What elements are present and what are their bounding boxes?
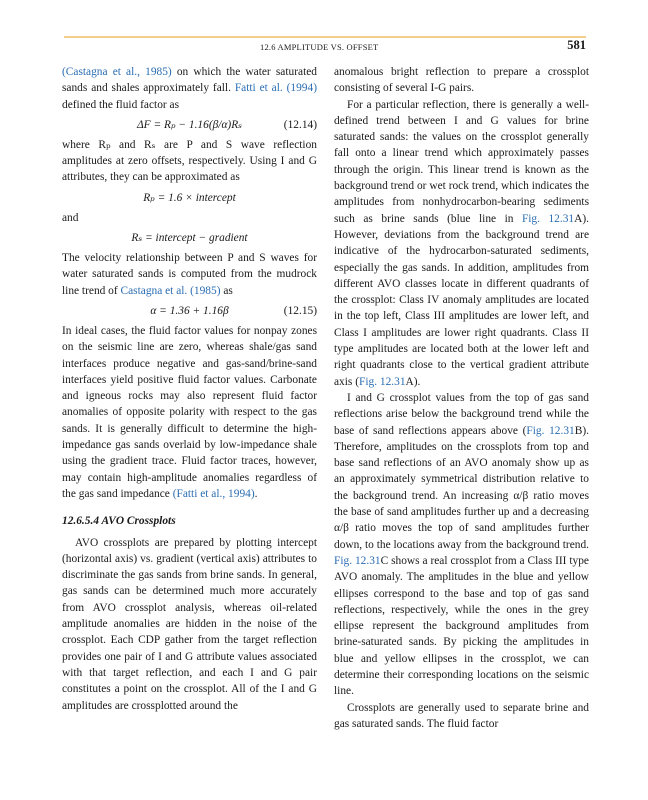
paragraph: I and G crossplot values from the top of gas sand reflections arise below the background trend while the base of sand reflections appears above (Fig. 12.31B). Therefore, amplitudes on the crossplots from top and base sand reflections of an AVO anomaly show up as an approximately symmetrical distribution relative to the background trend. An increasing α/β ratio moves the base of sand amplitudes further up and a decreasing α/β ratio moves the top of sand amplitudes further down, to the locations away from the background trend. Fig. 12.31C shows a real crossplot from a Class III type AVO anomaly. The amplitudes in the blue and yellow ellipses correspond to the base and top of gas sand reflections, respectively, while the ones in the grey ellipse represent the background amplitudes from brine-saturated sands. By picking the amplitudes in blue and yellow ellipses in the crossplot, we can determine their corresponding locations on the seismic line. xyxy=(334,391,589,698)
paragraph: anomalous bright reflection to prepare a crossplot consisting of several I-G pairs. xyxy=(334,66,589,95)
equation-12-15 xyxy=(62,300,317,322)
equation-rp xyxy=(62,187,317,209)
paragraph: In ideal cases, the fluid factor values for nonpay zones on the seismic line are zero, whereas shale/gas sand interfaces produce negative and gas-sand/brine-sand interfaces yield positive fluid factor values. Carbonate and igneous rocks may also represent fluid factor anomalies of opposite polarity with respect to the gas sands. It is generally difficult to determine the high-impedance gas sands overlaid by low-impedance shale using the gradient trace. Fluid factor traces, however, may contain high-amplitude anomalies regardless of the gas sand impedance (Fatti et al., 1994). xyxy=(62,324,317,500)
figure-link[interactable]: Fig. 12.31 xyxy=(359,375,406,388)
equation-number: (12.14) xyxy=(283,118,317,131)
section-heading xyxy=(62,513,317,529)
citation-link[interactable]: (Fatti et al., 1994) xyxy=(172,487,255,500)
equation-body: ΔF = Rₚ − 1.16(β/α)Rₛ xyxy=(136,118,243,131)
paragraph: AVO crossplots are prepared by plotting intercept (horizontal axis) vs. gradient (vertical axis) attributes to discriminate the gas sands from brine sands. In general, gas sands can be determined much more accurately from AVO crossplot analysis, whereas oil-related amplitude anomalies are hidden in the noise of the crossplot. Each CDP gather from the target reflection provides one pair of I and G attribute values associated with that target reflection, and each I and G pair constitutes a point on the crossplot. All of the I and G amplitudes are crossplotted around the xyxy=(62,536,317,712)
connector-text: and xyxy=(62,211,79,224)
equation-body: Rₚ = 1.6 × intercept xyxy=(143,191,236,204)
equation-12-14 xyxy=(62,114,317,136)
figure-link[interactable]: Fig. 12.31 xyxy=(526,424,575,437)
paragraph: For a particular reflection, there is generally a well-defined trend between I and G values for brine saturated sands: the values on the crossplot generally fall onto a linear trend which approximately passes through the origin. This linear trend is known as the background trend or wet rock trend, which indicates the amplitudes from nonhydrocarbon-bearing sediments such as brine sands (blue line in Fig. 12.31A). However, deviations from the background trend are indicative of the hydrocarbon-saturated sediments, especially the gas sands. In addition, amplitudes from different AVO classes locate in different quadrants of the crossplot: Class IV anomaly amplitudes are located in the top left, Class III amplitudes are lower left, and Class I amplitudes are lower right quadrants. Class II type amplitudes are located both at the lower left and right quadrants close to the vertical gradient attribute axis (Fig. 12.31A). xyxy=(334,98,589,388)
citation-link[interactable]: (Castagna et al., 1985) xyxy=(62,66,172,78)
citation-link[interactable]: Castagna et al. (1985) xyxy=(120,284,221,297)
paragraph: where Rₚ and Rₛ are P and S wave reflection amplitudes at zero offsets, respectively. Using I and G attributes, they can be approximated as xyxy=(62,138,317,184)
equation-body: α = 1.36 + 1.16β xyxy=(150,304,229,317)
header-rule xyxy=(64,36,586,38)
equation-rs xyxy=(62,227,317,249)
paragraph: Crossplots are generally used to separate brine and gas saturated sands. The fluid factor xyxy=(334,701,589,730)
section-number: 12.6.5.4 xyxy=(62,515,100,528)
page-number: 581 xyxy=(567,38,586,52)
figure-link[interactable]: Fig. 12.31 xyxy=(521,212,575,225)
right-column xyxy=(334,64,589,732)
equation-number: (12.15) xyxy=(283,304,317,317)
section-title: AVO Crossplots xyxy=(101,515,176,528)
left-column xyxy=(62,64,317,714)
paragraph: (Castagna et al., 1985) on which the water saturated sands and shales approximately fall. Fatti et al. (1994) defined the fluid factor as xyxy=(62,66,317,111)
paragraph: The velocity relationship between P and S waves for water saturated sands is computed from the mudrock line trend of Castagna et al. (1985) as xyxy=(62,252,317,297)
citation-link[interactable]: Fatti et al. (1994) xyxy=(234,82,317,95)
figure-link[interactable]: Fig. 12.31 xyxy=(334,554,381,567)
running-head: 12.6 AMPLITUDE VS. OFFSET xyxy=(260,42,379,52)
equation-body: Rₛ = intercept − gradient xyxy=(131,231,248,244)
